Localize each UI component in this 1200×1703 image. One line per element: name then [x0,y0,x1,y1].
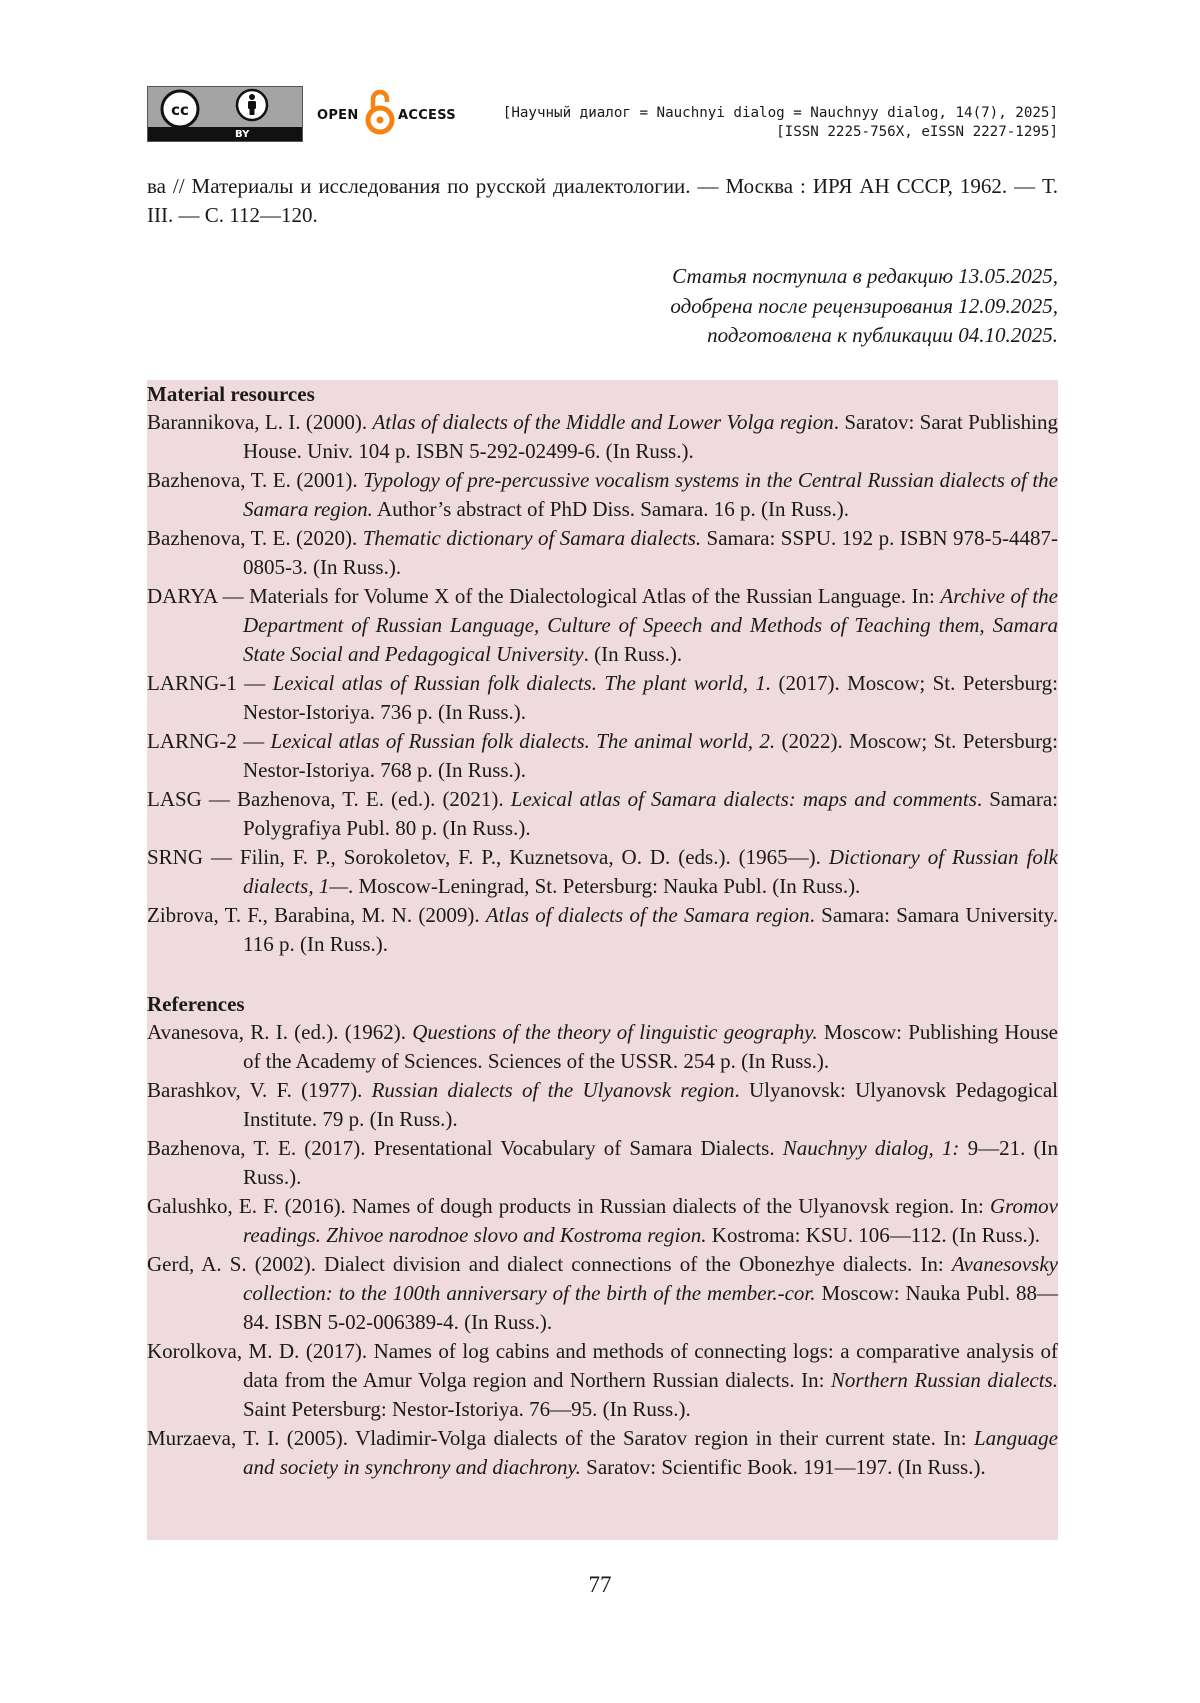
open-access-label-left: OPEN [317,108,359,123]
by-label-bar [148,127,302,141]
reference-title: Archive of the Department of Russian Language, Culture of Speech and Methods of Teaching them, Samara State Social and Pedagogical University [243,584,1058,666]
reference-lead: SRNG — Filin, F. P., Sorokoletov, F. P., Kuznetsova, O. D. (eds.). (1965—). [147,845,829,869]
by-label: BY [235,129,250,140]
reference-lead: DARYA — Materials for Volume X of the Dialectological Atlas of the Russian Language. In: [147,584,941,608]
section-spacer [147,959,1058,990]
references-list [147,1018,1058,1482]
reference-title: Typology of pre-percussive vocalism systems in the Central Russian dialects of the Samara region. [243,468,1058,521]
reference-entry [147,785,1058,843]
reference-lead: LASG — Bazhenova, T. E. (ed.). (2021). [147,787,511,811]
date-approved: одобрена после рецензирования 12.09.2025, [670,293,1058,318]
creative-commons-icon [160,89,200,129]
reference-tail: (2017). Moscow; St. Petersburg: Nestor-Istoriya. 736 p. (In Russ.). [243,671,1059,724]
reference-lead: Gerd, A. S. (2002). Dialect division and dialect connections of the Obonezhye dialects. In: [147,1252,952,1276]
svg-text:cc: cc [171,101,189,119]
attribution-icon [235,88,269,122]
reference-title: Russian dialects of the Ulyanovsk region [371,1078,735,1102]
reference-entry [147,1018,1058,1076]
reference-entry [147,727,1058,785]
reference-title: Dictionary of Russian folk dialects, 1— [243,845,1058,898]
material-resources-list [147,408,1058,959]
reference-entry [147,582,1058,669]
reference-tail: (2022). Moscow; St. Petersburg: Nestor-Istoriya. 768 p. (In Russ.). [243,729,1059,782]
reference-entry [147,408,1058,466]
journal-info [503,104,1058,142]
reference-title: Atlas of dialects of the Samara region [485,903,810,927]
reference-tail: Moscow: Nauka Publ. 88—84. ISBN 5-02-006389-4. (In Russ.). [243,1281,1058,1334]
reference-tail: Kostroma: KSU. 106—112. (In Russ.). [706,1223,1041,1247]
reference-entry [147,1134,1058,1192]
reference-lead: LARNG-2 — [147,729,271,753]
reference-tail: Saint Petersburg: Nestor-Istoriya. 76—95. (In Russ.). [243,1397,691,1421]
open-access-lock-icon [365,86,395,136]
reference-tail: Samara: SSPU. 192 p. ISBN 978-5-4487-0805-3. (In Russ.). [243,526,1059,579]
reference-lead: Bazhenova, T. E. (2001). [147,468,364,492]
reference-lead: Barashkov, V. F. (1977). [147,1078,372,1102]
reference-entry [147,524,1058,582]
reference-tail: Moscow: Publishing House of the Academy of Sciences. Sciences of the USSR. 254 p. (In Russ.). [243,1020,1058,1073]
reference-tail: . (In Russ.). [583,642,683,666]
reference-tail: Author’s abstract of PhD Diss. Samara. 16 p. (In Russ.). [372,497,850,521]
article-dates [670,262,1058,351]
reference-title: Northern Russian dialects. [830,1368,1058,1392]
reference-entry [147,1424,1058,1482]
reference-tail: Saratov: Scientific Book. 191—197. (In Russ.). [580,1455,986,1479]
reference-lead: Galushko, E. F. (2016). Names of dough products in Russian dialects of the Ulyanovsk region. In: [147,1194,990,1218]
journal-issn: [ISSN 2225-756X, eISSN 2227-1295] [776,124,1058,140]
open-access-label-right: ACCESS [398,108,456,123]
reference-title: Questions of the theory of linguistic geography. [412,1020,818,1044]
reference-title: Lexical atlas of Russian folk dialects. The animal world, 2. [270,729,776,753]
reference-tail: . Ulyanovsk: Ulyanovsk Pedagogical Institute. 79 p. (In Russ.). [243,1078,1059,1131]
page-number: 77 [588,1572,612,1597]
journal-citation: [Научный диалог = Nauchnyi dialog = Nauchnyy dialog, 14(7), 2025] [502,105,1058,121]
reference-title: Lexical atlas of Samara dialects: maps and comments [510,787,977,811]
date-received: Статья поступила в редакцию 13.05.2025, [672,264,1058,288]
reference-tail: . Samara: Polygrafiya Publ. 80 p. (In Russ.). [243,787,1059,840]
continued-reference-text: ва // Материалы и исследования по русской диалектологии. — Москва : ИРЯ АН СССР, 1962. — Т. III. — С. 112—120. [147,174,1058,227]
reference-entry [147,466,1058,524]
reference-lead: Barannikova, L. I. (2000). [147,410,373,434]
reference-lead: Avanesova, R. I. (ed.). (1962). [147,1020,413,1044]
reference-title: Thematic dictionary of Samara dialects. [362,526,702,550]
reference-lead: Murzaeva, T. I. (2005). Vladimir-Volga dialects of the Saratov region in their current state. In: [147,1426,974,1450]
reference-title: Nauchnyy dialog, 1: [782,1136,960,1160]
reference-lead: LARNG-1 — [147,671,273,695]
reference-entry [147,669,1058,727]
reference-entry [147,1076,1058,1134]
reference-title: Lexical atlas of Russian folk dialects. The plant world, 1. [272,671,772,695]
reference-title: Avanesovsky collection: to the 100th anniversary of the birth of the member.-cor. [243,1252,1058,1305]
reference-lead: Bazhenova, T. E. (2020). [147,526,363,550]
reference-title: Language and society in synchrony and diachrony. [243,1426,1058,1479]
reference-tail: . Saratov: Sarat Publishing House. Univ. 104 p. ISBN 5-292-02499-6. (In Russ.). [243,410,1058,463]
reference-title: Atlas of dialects of the Middle and Lower Volga region [372,410,834,434]
reference-entry [147,901,1058,959]
reference-entry [147,1337,1058,1424]
reference-entry [147,843,1058,901]
references-heading: References [147,992,245,1016]
reference-lists [147,380,1058,1540]
reference-lead: Bazhenova, T. E. (2017). Presentational Vocabulary of Samara Dialects. [147,1136,783,1160]
reference-tail: 9—21. (In Russ.). [243,1136,1058,1189]
date-prepared: подготовлена к публикации 04.10.2025. [707,323,1058,347]
reference-tail: . Moscow-Leningrad, St. Petersburg: Nauka Publ. (In Russ.). [348,874,861,898]
reference-entry [147,1250,1058,1337]
material-resources-heading: Material resources [147,382,315,406]
reference-entry [147,1192,1058,1250]
reference-lead: Zibrova, T. F., Barabina, M. N. (2009). [147,903,486,927]
reference-title: Gromov readings. Zhivoe narodnoe slovo and Kostroma region. [243,1194,1058,1247]
page-header [147,86,1058,142]
reference-tail: . Samara: Samara University. 116 p. (In Russ.). [243,903,1058,956]
cc-by-license-badge[interactable] [147,86,303,142]
open-access-logo [317,86,467,142]
reference-lead: Korolkova, M. D. (2017). Names of log cabins and methods of connecting logs: a comparative analysis of data from the Amur Volga region and Northern Russian dialects. In: [147,1339,1058,1392]
